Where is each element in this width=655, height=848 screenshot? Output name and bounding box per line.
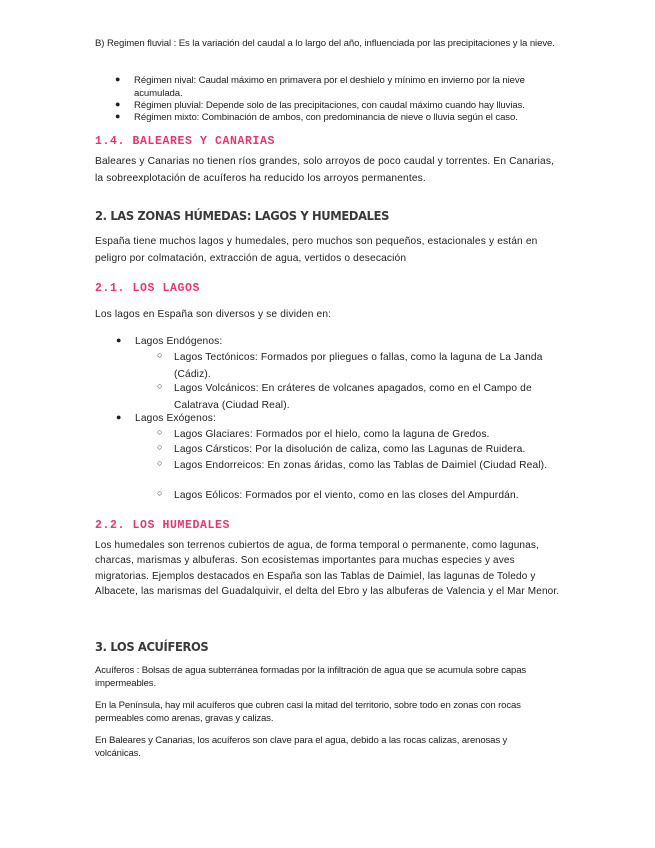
section-2-1-title: 2.1. LOS LAGOS [95,282,201,295]
section-2-2-title: 2.2. LOS HUMEDALES [95,519,231,532]
section-2-text: España tiene muchos lagos y humedales, pero muchos son pequeños, estacionales y están en peligro por colmatación, extracción de agua, vertidos o desecación [95,236,538,264]
bullet-icon: ● [116,335,122,345]
lagos-endogenos-label: Lagos Endógenos: [135,336,223,347]
regimen-nival: Régimen nival: Caudal máximo en primavera por el deshielo y mínimo en invierno por la nieve acumulada. [134,75,525,99]
circle-bullet-icon: ○ [157,488,163,498]
acuiferos-islas: En Baleares y Canarias, los acuíferos son clave para el agua, debido a las rocas calizas, arenosas y volcánicas. [95,735,508,759]
section-3-title: 3. LOS ACUÍFEROS [95,640,209,655]
bullet-icon: ● [115,111,121,121]
section-2-1-intro: Los lagos en España son diversos y se dividen en: [95,309,332,320]
lagos-exogenos-label: Lagos Exógenos: [135,413,216,424]
lagos-eolicos: Lagos Eólicos: Formados por el viento, como en las closes del Ampurdán. [174,490,519,501]
bullet-icon: ● [115,74,121,84]
acuiferos-peninsula: En la Península, hay mil acuíferos que cubren casi la mitad del territorio, sobre todo en zonas con rocas permeables como arenas, gravas y calizas. [95,700,521,724]
regimen-pluvial: Régimen pluvial: Depende solo de las precipitaciones, con caudal máximo cuando hay lluvias. [134,100,525,111]
section-2-title: 2. LAS ZONAS HÚMEDAS: LAGOS Y HUMEDALES [95,209,390,224]
regimen-fluvial-text: B) Regimen fluvial : Es la variación del caudal a lo largo del año, influenciada por las precipitaciones y la nieve. [95,38,555,49]
regimen-mixto: Régimen mixto: Combinación de ambos, con predominancia de nieve o lluvia según el caso. [134,112,518,123]
circle-bullet-icon: ○ [157,350,163,360]
section-1-4-text: Baleares y Canarias no tienen ríos grandes, solo arroyos de poco caudal y torrentes. En Canarias, la sobreexplotación de acuíferos ha reducido los arroyos permanentes. [95,156,555,184]
section-2-2-text: Los humedales son terrenos cubiertos de agua, de forma temporal o permanente, como lagunas, charcas, marismas y albuferas. Son ecosistemas importantes para muchas especies y aves migratorias. Ejemplos destacados en España son las Tablas de Daimiel, las lagunas de Toledo y Albacete, las marismas del Guadalquivir, el delta del Ebro y las albuferas de Valencia y el Mar Menor. [95,540,560,597]
section-1-4-title: 1.4. BALEARES Y CANARIAS [95,135,276,148]
circle-bullet-icon: ○ [157,442,163,452]
lagos-tectonicos: Lagos Tectónicos: Formados por pliegues o fallas, como la laguna de La Janda (Cádiz). [174,352,543,380]
acuiferos-definition: Acuíferos : Bolsas de agua subterránea formadas por la infiltración de agua que se acumula sobre capas impermeables. [95,665,527,689]
lagos-glaciares: Lagos Glaciares: Formados por el hielo, como la laguna de Gredos. [174,429,490,440]
bullet-icon: ● [115,99,121,109]
lagos-volcanicos: Lagos Volcánicos: En cráteres de volcanes apagados, como en el Campo de Calatrava (Ciudad Real). [174,383,532,411]
lagos-endorreicos: Lagos Endorreicos: En zonas áridas, como las Tablas de Daimiel (Ciudad Real). [174,460,548,471]
circle-bullet-icon: ○ [157,458,163,468]
circle-bullet-icon: ○ [157,427,163,437]
circle-bullet-icon: ○ [157,381,163,391]
lagos-carsticos: Lagos Cársticos: Por la disolución de caliza, como las Lagunas de Ruidera. [174,444,526,455]
bullet-icon: ● [116,412,122,422]
